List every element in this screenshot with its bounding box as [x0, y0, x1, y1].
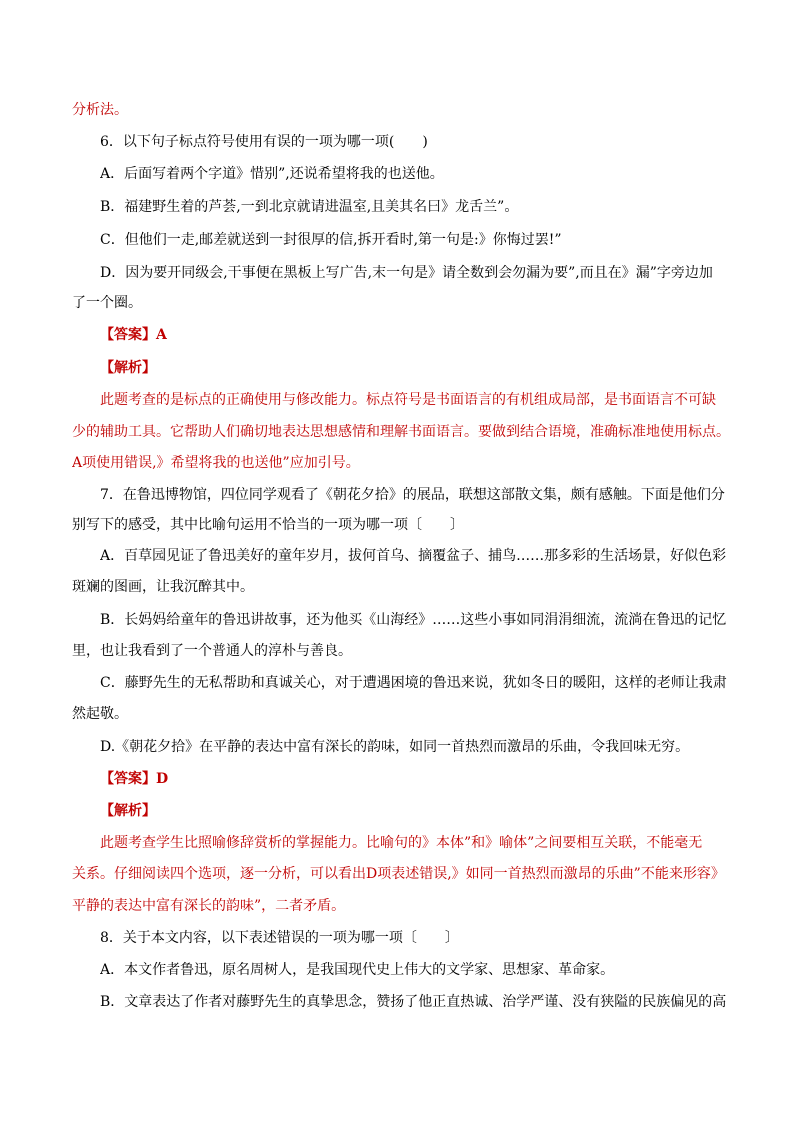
question-6-analysis-text: A项使用错误,》希望将我的也送他”应加引号。: [72, 455, 360, 471]
text-line-analysis-continuation: 分析法。: [72, 102, 128, 118]
question-7-option-a: A．百草园见证了鲁迅美好的童年岁月，拔何首乌、摘覆盆子、捕鸟……那多彩的生活场景，好似色彩: [100, 548, 727, 564]
question-6-option-c: C．但他们一走,邮差就送到一封很厚的信,拆开看时,第一句是:》你悔过罢!”: [100, 232, 562, 248]
question-8-stem: 8．关于本文内容，以下表述错误的一项为哪一项〔 〕: [100, 930, 459, 946]
question-6-answer: 【答案】A: [100, 327, 167, 343]
question-7-analysis-text: 平静的表达中富有深长的韵味”，二者矛盾。: [72, 898, 346, 914]
question-7-option-a-continuation: 斑斓的图画，让我沉醉其中。: [72, 579, 254, 595]
question-7-stem: 7．在鲁迅博物馆，四位同学观看了《朝花夕拾》的展品，联想这部散文集，颇有感触。下面是他们分: [100, 487, 725, 503]
question-7-option-c-continuation: 然起敬。: [72, 706, 128, 722]
question-6-option-d-continuation: 了一个圈。: [72, 295, 142, 311]
question-7-analysis-text: 此题考查学生比照喻修辞赏析的掌握能力。比喻句的》本体”和》喻体”之间要相互关联，不能毫无: [100, 835, 703, 851]
question-6-analysis-heading: 【解析】: [100, 360, 156, 376]
question-8-option-a: A．本文作者鲁迅，原名周树人，是我国现代史上伟大的文学家、思想家、革命家。: [100, 962, 615, 978]
question-6-option-d: D．因为要开同级会,干事便在黑板上写广告,末一句是》请全数到会勿漏为要”,而且在》漏”字旁边加: [100, 265, 713, 281]
question-7-stem-continuation: 别写下的感受，其中比喻句运用不恰当的一项为哪一项〔 〕: [72, 517, 464, 533]
question-7-analysis-heading: 【解析】: [100, 803, 156, 819]
question-7-analysis-text: 关系。仔细阅读四个选项，逐一分析，可以看出D项表述错误,》如同一首热烈而激昂的乐曲”不能来形容》: [72, 866, 725, 882]
question-6-option-b: B．福建野生着的芦荟,一到北京就请进温室,且美其名曰》龙舌兰”。: [100, 199, 519, 215]
question-7-option-b-continuation: 里，也让我看到了一个普通人的淳朴与善良。: [72, 643, 352, 659]
question-6-analysis-text: 此题考查的是标点的正确使用与修改能力。标点符号是书面语言的有机组成局部，是书面语言不可缺: [100, 392, 716, 408]
question-8-option-b: B．文章表达了作者对藤野先生的真挚思念，赞扬了他正直热诚、治学严谨、没有狭隘的民族偏见的高: [100, 994, 727, 1010]
question-7-answer: 【答案】D: [100, 771, 169, 787]
question-6-stem: 6．以下句子标点符号使用有误的一项为哪一项( ): [100, 134, 428, 150]
question-7-option-c: C．藤野先生的无私帮助和真诚关心，对于遭遇困境的鲁迅来说，犹如冬日的暖阳，这样的老师让我肃: [100, 675, 727, 691]
question-6-option-a: A．后面写着两个字道》惜别”,还说希望将我的也送他。: [100, 166, 444, 182]
question-7-option-b: B．长妈妈给童年的鲁迅讲故事，还为他买《山海经》……这些小事如同涓涓细流，流淌在鲁迅的记忆: [100, 612, 727, 628]
question-7-option-d: D.《朝花夕拾》在平静的表达中富有深长的韵味，如同一首热烈而激昂的乐曲，令我回味无穷。: [100, 739, 690, 755]
question-6-analysis-text: 少的辅助工具。它帮助人们确切地表达思想感情和理解书面语言。要做到结合语境，准确标准地使用标点。: [72, 424, 730, 440]
